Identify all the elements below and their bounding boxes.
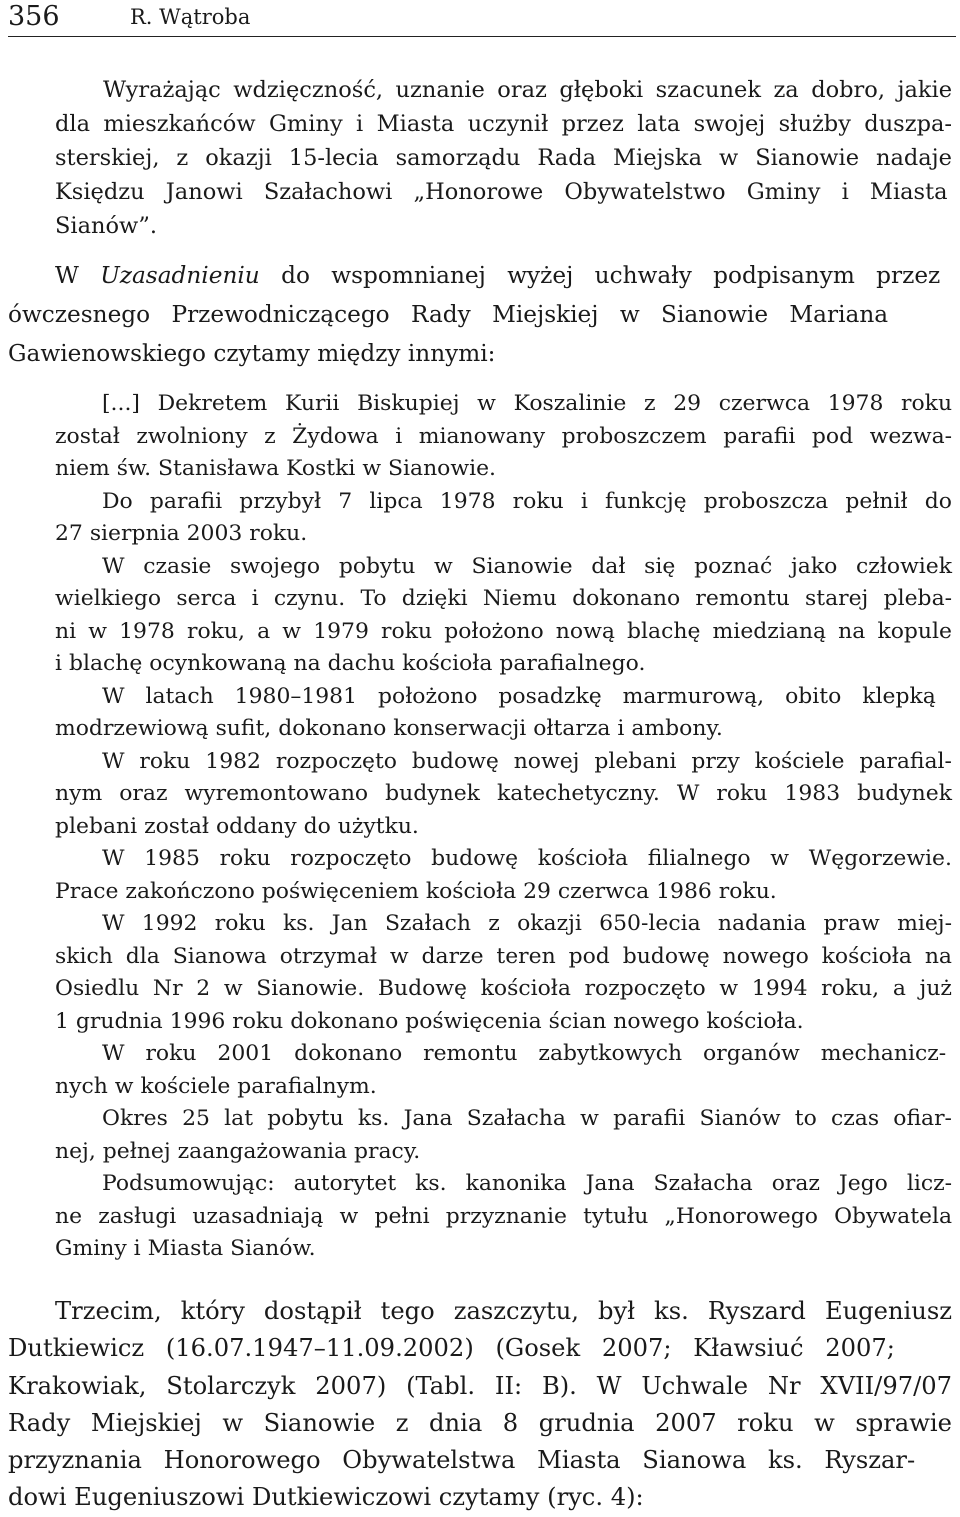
emphasis-uzasadnieniu: Uzasadnieniu (100, 262, 260, 289)
quote-line: W roku 1982 rozpoczęto budowę nowej plebani przy kościele parafial- (102, 748, 952, 774)
text-line: Gawienowskiego czytamy między innymi: (8, 339, 496, 367)
quote-line: został zwolniony z Żydowa i mianowany proboszczem parafii pod wezwa- (55, 423, 953, 449)
quote-line: Osiedlu Nr 2 w Sianowie. Budowę kościoła rozpoczęto w 1994 roku, a już (55, 976, 952, 1001)
running-header (8, 0, 956, 37)
quote-line: W roku 2001 dokonano remontu zabytkowych organów mechanicz- (102, 1041, 947, 1066)
intro-paragraph (8, 73, 952, 243)
quote-line: Gminy i Miasta Sianów. (55, 1236, 316, 1261)
quote-line: nych w kościele parafialnym. (55, 1073, 377, 1099)
running-head-author: R. Wątroba (130, 5, 251, 29)
quote-line: Podsumowując: autorytet ks. kanonika Jana Szałacha oraz Jego licz- (102, 1171, 953, 1196)
text-line: Trzecim, który dostąpił tego zaszczytu, był ks. Ryszard Eugeniusz (55, 1297, 953, 1325)
quote-line: i blachę ocynkowaną na dachu kościoła parafialnego. (55, 651, 646, 676)
quote-line: wielkiego serca i czynu. To dzięki Niemu dokonano remontu starej pleba- (55, 586, 953, 611)
quote-line: niem św. Stanisława Kostki w Sianowie. (55, 456, 497, 481)
quote-block (55, 388, 952, 1266)
quote-line: [...] Dekretem Kurii Biskupiej w Koszalinie z 29 czerwca 1978 roku (102, 391, 953, 416)
quote-line: Okres 25 lat pobytu ks. Jana Szałacha w parafii Sianów to czas ofiar- (102, 1106, 952, 1131)
justification-paragraph (8, 257, 952, 373)
text-line: Krakowiak, Stolarczyk 2007) (Tabl. II: B). W Uchwale Nr XVII/97/07 (8, 1371, 953, 1400)
quote-line: Prace zakończono poświęceniem kościoła 29 czerwca 1986 roku. (55, 878, 777, 904)
text-line: Rady Miejskiej w Sianowie z dnia 8 grudnia 2007 roku w sprawie (8, 1408, 952, 1437)
third-citizen-paragraph (8, 1293, 952, 1517)
text-line: Wyrażając wdzięczność, uznanie oraz głęboki szacunek za dobro, jakie (103, 77, 953, 103)
quote-line: ne zasługi uzasadniają w pełni przyznanie tytułu „Honorowego Obywatela (55, 1203, 953, 1229)
quote-line: W 1985 roku rozpoczęto budowę kościoła filialnego w Węgorzewie. (102, 846, 952, 871)
quote-line: modrzewiową sufit, dokonano konserwacji ołtarza i ambony. (55, 716, 723, 741)
quote-line: 27 sierpnia 2003 roku. (55, 521, 308, 546)
text-line: Dutkiewicz (16.07.1947–11.09.2002) (Gosek 2007; Kławsiuć 2007; (8, 1334, 895, 1363)
text-line: dla mieszkańców Gminy i Miasta uczynił przez lata swojej służby duszpa- (55, 111, 953, 137)
quote-line: nej, pełnej zaangażowania pracy. (55, 1138, 421, 1164)
text-line: dowi Eugeniuszowi Dutkiewiczowi czytamy (ryc. 4): (8, 1483, 644, 1512)
quote-line: W 1992 roku ks. Jan Szałach z okazji 650-lecia nadania praw miej- (102, 911, 952, 936)
quote-line: 1 grudnia 1996 roku dokonano poświęcenia ścian nowego kościoła. (55, 1008, 804, 1034)
text-line: ówczesnego Przewodniczącego Rady Miejskiej w Sianowie Mariana (8, 300, 889, 328)
quote-line: Do parafii przybył 7 lipca 1978 roku i funkcję proboszcza pełnił do (102, 488, 952, 514)
quote-line: nym oraz wyremontowano budynek katechetyczny. W roku 1983 budynek (55, 781, 952, 806)
text-line: Księdzu Janowi Szałachowi „Honorowe Obywatelstwo Gminy i Miasta (55, 179, 948, 205)
quote-line: plebani został oddany do użytku. (55, 813, 419, 839)
page-number: 356 (8, 1, 60, 32)
text-line: sterskiej, z okazji 15-lecia samorządu Rada Miejska w Sianowie nadaje (55, 145, 952, 171)
text-rest: do wspomnianej wyżej uchwały podpisanym przez (259, 262, 941, 289)
quote-line: W latach 1980–1981 położono posadzkę marmurową, obito klepką (102, 683, 936, 709)
text-line: Sianów”. (55, 213, 157, 239)
text-line: przyznania Honorowego Obywatelstwa Miasta Sianowa ks. Ryszar- (8, 1446, 916, 1475)
quote-line: skich dla Sianowa otrzymał w darze teren pod budowę nowego kościoła na (55, 943, 952, 969)
quote-line: W czasie swojego pobytu w Sianowie dał się poznać jako człowiek (102, 553, 953, 579)
text-prefix: W (55, 262, 101, 289)
quote-line: ni w 1978 roku, a w 1979 roku położono nową blachę miedzianą na kopule (55, 618, 952, 644)
text-line (8, 257, 952, 296)
